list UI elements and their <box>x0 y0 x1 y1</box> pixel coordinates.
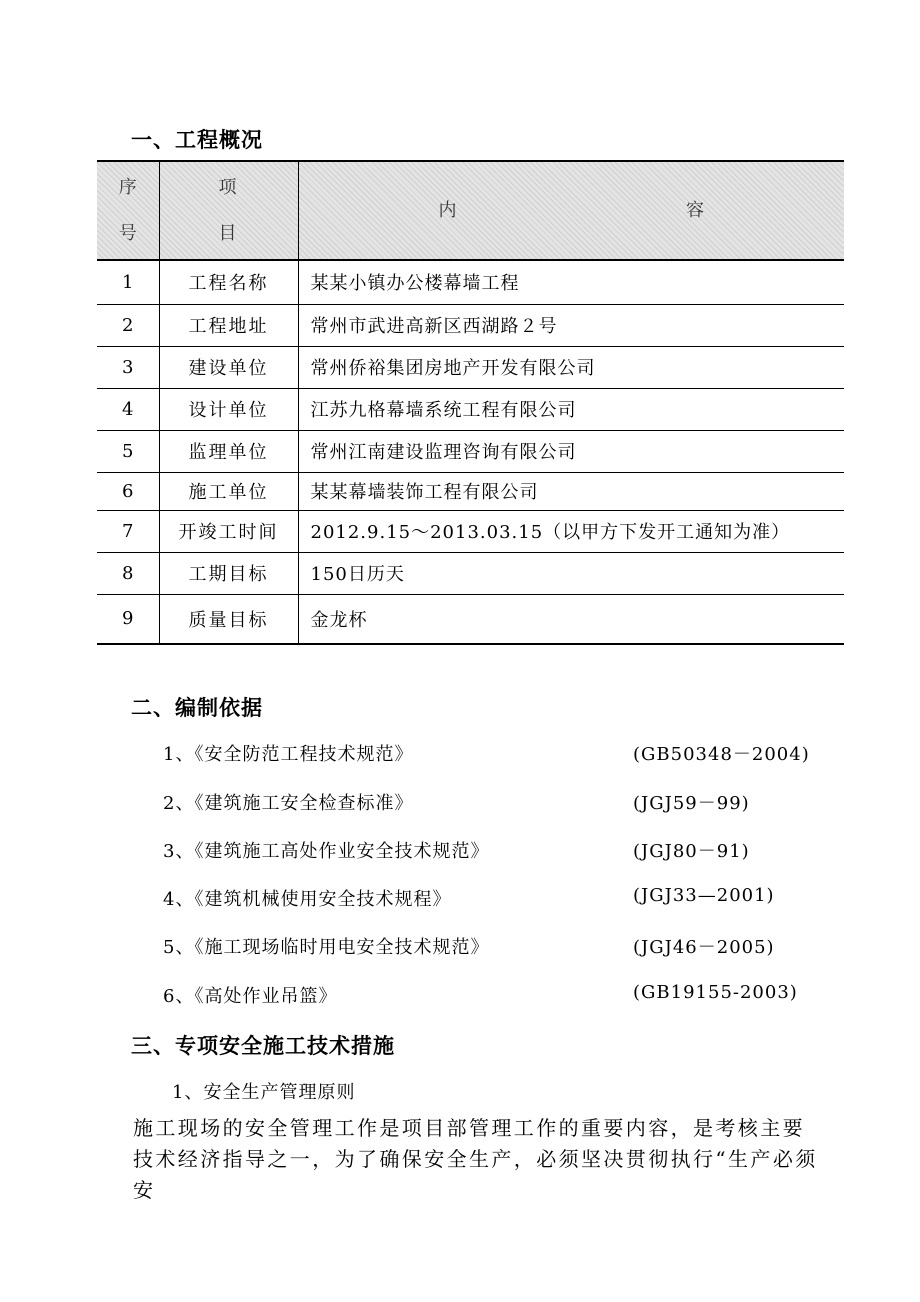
section-3-title: 三、专项安全施工技术措施 <box>131 1034 395 1058</box>
project-overview-table <box>97 160 844 645</box>
row-content: 常州侨裕集团房地产开发有限公司 <box>298 346 844 388</box>
row-content: 常州市武进高新区西湖路２号 <box>298 304 844 346</box>
table-row <box>97 430 844 472</box>
row-no: 1 <box>97 260 159 304</box>
section-2-title: 二、编制依据 <box>131 696 263 720</box>
row-item: 工程名称 <box>159 260 298 304</box>
reference-name: 6、《高处作业吊篮》 <box>163 986 338 1007</box>
table-row <box>97 472 844 510</box>
reference-item <box>163 885 803 911</box>
reference-item <box>163 982 803 1008</box>
row-item: 施工单位 <box>159 472 298 510</box>
reference-name: 5、《施工现场临时用电安全技术规范》 <box>163 937 490 958</box>
reference-code: (JGJ33—2001) <box>633 885 775 906</box>
table-row <box>97 552 844 594</box>
row-no: 4 <box>97 388 159 430</box>
table-row <box>97 304 844 346</box>
row-item: 工期目标 <box>159 552 298 594</box>
reference-code: (JGJ59－99) <box>633 793 750 814</box>
row-item: 工程地址 <box>159 304 298 346</box>
table-row <box>97 260 844 304</box>
row-content: 金龙杯 <box>298 594 844 644</box>
row-no: 6 <box>97 472 159 510</box>
row-content: 150日历天 <box>298 552 844 594</box>
row-item: 建设单位 <box>159 346 298 388</box>
row-content: 常州江南建设监理咨询有限公司 <box>298 430 844 472</box>
row-item: 设计单位 <box>159 388 298 430</box>
reference-item <box>163 837 803 863</box>
table-row <box>97 594 844 644</box>
row-no: 5 <box>97 430 159 472</box>
row-no: 3 <box>97 346 159 388</box>
row-no: 7 <box>97 510 159 552</box>
reference-item <box>163 789 803 815</box>
row-item: 开竣工时间 <box>159 510 298 552</box>
reference-code: (GB19155-2003) <box>633 982 798 1003</box>
row-no: 2 <box>97 304 159 346</box>
table-header-row <box>97 161 844 260</box>
row-content: 江苏九格幕墙系统工程有限公司 <box>298 388 844 430</box>
header-item: 项 目 <box>159 161 298 260</box>
row-content: 某某小镇办公楼幕墙工程 <box>298 260 844 304</box>
reference-item <box>163 740 810 766</box>
body-paragraph: 施工现场的安全管理工作是项目部管理工作的重要内容，是考核主要技术经济指导之一，为了确保安全生产，必须坚决贯彻执行“生产必须安 <box>133 1116 818 1202</box>
row-content: 某某幕墙装饰工程有限公司 <box>298 472 844 510</box>
row-no: 8 <box>97 552 159 594</box>
reference-code: (GB50348－2004) <box>633 744 810 765</box>
row-item: 监理单位 <box>159 430 298 472</box>
reference-name: 3、《建筑施工高处作业安全技术规范》 <box>163 841 490 862</box>
reference-code: (JGJ46－2005) <box>633 937 775 958</box>
header-no: 序 号 <box>97 161 159 260</box>
reference-name: 2、《建筑施工安全检查标准》 <box>163 793 414 814</box>
header-content: 内 容 <box>298 161 844 260</box>
row-no: 9 <box>97 594 159 644</box>
table-row <box>97 346 844 388</box>
row-item: 质量目标 <box>159 594 298 644</box>
reference-item <box>163 933 803 959</box>
table-row <box>97 510 844 552</box>
reference-code: (JGJ80－91) <box>633 841 750 862</box>
subsection-title: 1、安全生产管理原则 <box>172 1082 356 1103</box>
reference-name: 4、《建筑机械使用安全技术规程》 <box>163 889 452 910</box>
table-row <box>97 388 844 430</box>
reference-name: 1、《安全防范工程技术规范》 <box>163 744 414 765</box>
section-1-title: 一、工程概况 <box>131 128 263 152</box>
row-content: 2012.9.15～2013.03.15（以甲方下发开工通知为准） <box>298 510 844 552</box>
